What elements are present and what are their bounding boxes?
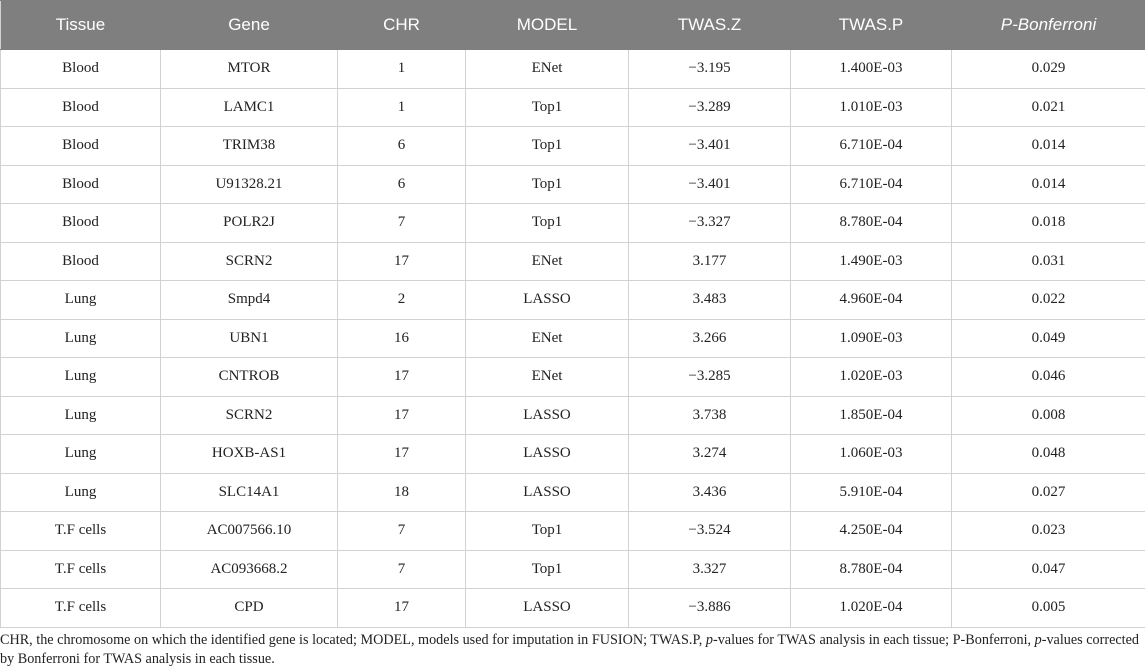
table-row — [1, 281, 1145, 320]
cell-twas-p: 1.020E-04 — [791, 589, 952, 628]
cell-twas-p: 6.710E-04 — [791, 127, 952, 166]
cell-p-bonferroni: 0.023 — [952, 512, 1145, 551]
cell-gene: SCRN2 — [161, 242, 338, 281]
cell-twas-p: 5.910E-04 — [791, 473, 952, 512]
cell-twas-z: −3.886 — [629, 589, 791, 628]
cell-twas-p: 4.960E-04 — [791, 281, 952, 320]
cell-gene: Smpd4 — [161, 281, 338, 320]
cell-tissue: T.F cells — [1, 512, 161, 551]
cell-twas-z: −3.195 — [629, 50, 791, 89]
cell-twas-p: 1.020E-03 — [791, 358, 952, 397]
table-row — [1, 358, 1145, 397]
column-header-p-bonferroni: P-Bonferroni — [952, 1, 1145, 50]
cell-twas-z: −3.327 — [629, 204, 791, 243]
table-row — [1, 589, 1145, 628]
cell-gene: TRIM38 — [161, 127, 338, 166]
cell-gene: LAMC1 — [161, 88, 338, 127]
table-row — [1, 50, 1145, 89]
cell-model: ENet — [466, 319, 629, 358]
cell-tissue: Lung — [1, 435, 161, 474]
footnote-text-2: -values for TWAS analysis in each tissue; P-Bonferroni, — [712, 632, 1035, 648]
cell-tissue: Lung — [1, 396, 161, 435]
table-header-row — [1, 1, 1145, 50]
cell-twas-z: 3.177 — [629, 242, 791, 281]
footnote-p-italic-2: p — [1034, 632, 1042, 648]
cell-twas-z: 3.483 — [629, 281, 791, 320]
footnote-p-italic-1: p — [705, 632, 713, 648]
table-row — [1, 512, 1145, 551]
cell-twas-z: 3.327 — [629, 550, 791, 589]
cell-twas-p: 1.010E-03 — [791, 88, 952, 127]
column-header-twas-z: TWAS.Z — [629, 1, 791, 50]
cell-chr: 7 — [338, 550, 466, 589]
cell-gene: U91328.21 — [161, 165, 338, 204]
cell-chr: 7 — [338, 204, 466, 243]
cell-tissue: Blood — [1, 88, 161, 127]
cell-model: Top1 — [466, 550, 629, 589]
cell-model: LASSO — [466, 589, 629, 628]
cell-p-bonferroni: 0.005 — [952, 589, 1145, 628]
cell-model: LASSO — [466, 396, 629, 435]
column-header-gene: Gene — [161, 1, 338, 50]
cell-p-bonferroni: 0.021 — [952, 88, 1145, 127]
cell-twas-p: 6.710E-04 — [791, 165, 952, 204]
cell-gene: UBN1 — [161, 319, 338, 358]
cell-chr: 17 — [338, 435, 466, 474]
table-row — [1, 473, 1145, 512]
cell-chr: 17 — [338, 396, 466, 435]
cell-gene: CNTROB — [161, 358, 338, 397]
cell-gene: MTOR — [161, 50, 338, 89]
cell-p-bonferroni: 0.014 — [952, 127, 1145, 166]
table-row — [1, 88, 1145, 127]
cell-tissue: Lung — [1, 319, 161, 358]
cell-tissue: T.F cells — [1, 550, 161, 589]
cell-twas-p: 1.850E-04 — [791, 396, 952, 435]
cell-model: Top1 — [466, 165, 629, 204]
cell-twas-z: 3.738 — [629, 396, 791, 435]
cell-twas-z: 3.266 — [629, 319, 791, 358]
footnote-text-1: CHR, the chromosome on which the identified gene is located; MODEL, models used for imputation in FUSION; TWAS.P, — [0, 632, 706, 648]
cell-tissue: T.F cells — [1, 589, 161, 628]
cell-model: Top1 — [466, 204, 629, 243]
cell-twas-z: −3.289 — [629, 88, 791, 127]
cell-chr: 17 — [338, 242, 466, 281]
cell-gene: HOXB-AS1 — [161, 435, 338, 474]
cell-tissue: Blood — [1, 242, 161, 281]
cell-gene: AC093668.2 — [161, 550, 338, 589]
cell-twas-p: 1.400E-03 — [791, 50, 952, 89]
cell-tissue: Blood — [1, 204, 161, 243]
table-body — [1, 50, 1145, 628]
cell-p-bonferroni: 0.046 — [952, 358, 1145, 397]
cell-twas-z: −3.401 — [629, 127, 791, 166]
cell-twas-z: −3.285 — [629, 358, 791, 397]
table-row — [1, 204, 1145, 243]
cell-p-bonferroni: 0.027 — [952, 473, 1145, 512]
cell-model: ENet — [466, 358, 629, 397]
cell-twas-p: 1.490E-03 — [791, 242, 952, 281]
cell-chr: 6 — [338, 165, 466, 204]
cell-tissue: Blood — [1, 50, 161, 89]
cell-gene: AC007566.10 — [161, 512, 338, 551]
column-header-twas-p: TWAS.P — [791, 1, 952, 50]
cell-twas-p: 1.060E-03 — [791, 435, 952, 474]
cell-tissue: Lung — [1, 358, 161, 397]
table-row — [1, 127, 1145, 166]
column-header-chr: CHR — [338, 1, 466, 50]
cell-p-bonferroni: 0.031 — [952, 242, 1145, 281]
cell-chr: 17 — [338, 358, 466, 397]
cell-twas-p: 8.780E-04 — [791, 204, 952, 243]
table-row — [1, 319, 1145, 358]
cell-twas-z: 3.274 — [629, 435, 791, 474]
cell-chr: 16 — [338, 319, 466, 358]
cell-model: Top1 — [466, 512, 629, 551]
table-row — [1, 550, 1145, 589]
cell-twas-p: 8.780E-04 — [791, 550, 952, 589]
cell-chr: 17 — [338, 589, 466, 628]
cell-gene: CPD — [161, 589, 338, 628]
cell-model: Top1 — [466, 88, 629, 127]
cell-chr: 7 — [338, 512, 466, 551]
cell-twas-p: 4.250E-04 — [791, 512, 952, 551]
cell-p-bonferroni: 0.049 — [952, 319, 1145, 358]
cell-p-bonferroni: 0.048 — [952, 435, 1145, 474]
cell-twas-z: −3.401 — [629, 165, 791, 204]
cell-p-bonferroni: 0.022 — [952, 281, 1145, 320]
table-row — [1, 396, 1145, 435]
cell-p-bonferroni: 0.047 — [952, 550, 1145, 589]
cell-tissue: Blood — [1, 165, 161, 204]
cell-chr: 1 — [338, 50, 466, 89]
cell-model: LASSO — [466, 473, 629, 512]
table-row — [1, 435, 1145, 474]
footnote-text-3: -values corrected by Bonferroni for TWAS analysis in each tissue. — [0, 632, 1140, 667]
cell-model: ENet — [466, 242, 629, 281]
table-row — [1, 242, 1145, 281]
cell-chr: 2 — [338, 281, 466, 320]
cell-p-bonferroni: 0.018 — [952, 204, 1145, 243]
column-header-tissue: Tissue — [1, 1, 161, 50]
cell-model: ENet — [466, 50, 629, 89]
cell-tissue: Blood — [1, 127, 161, 166]
cell-model: LASSO — [466, 281, 629, 320]
cell-tissue: Lung — [1, 473, 161, 512]
cell-twas-z: −3.524 — [629, 512, 791, 551]
cell-gene: SCRN2 — [161, 396, 338, 435]
cell-gene: SLC14A1 — [161, 473, 338, 512]
cell-chr: 1 — [338, 88, 466, 127]
cell-p-bonferroni: 0.014 — [952, 165, 1145, 204]
cell-twas-p: 1.090E-03 — [791, 319, 952, 358]
cell-chr: 18 — [338, 473, 466, 512]
table-footnote — [0, 631, 1140, 669]
cell-p-bonferroni: 0.029 — [952, 50, 1145, 89]
cell-gene: POLR2J — [161, 204, 338, 243]
cell-model: Top1 — [466, 127, 629, 166]
table-row — [1, 165, 1145, 204]
cell-p-bonferroni: 0.008 — [952, 396, 1145, 435]
cell-model: LASSO — [466, 435, 629, 474]
cell-tissue: Lung — [1, 281, 161, 320]
column-header-model: MODEL — [466, 1, 629, 50]
cell-chr: 6 — [338, 127, 466, 166]
cell-twas-z: 3.436 — [629, 473, 791, 512]
